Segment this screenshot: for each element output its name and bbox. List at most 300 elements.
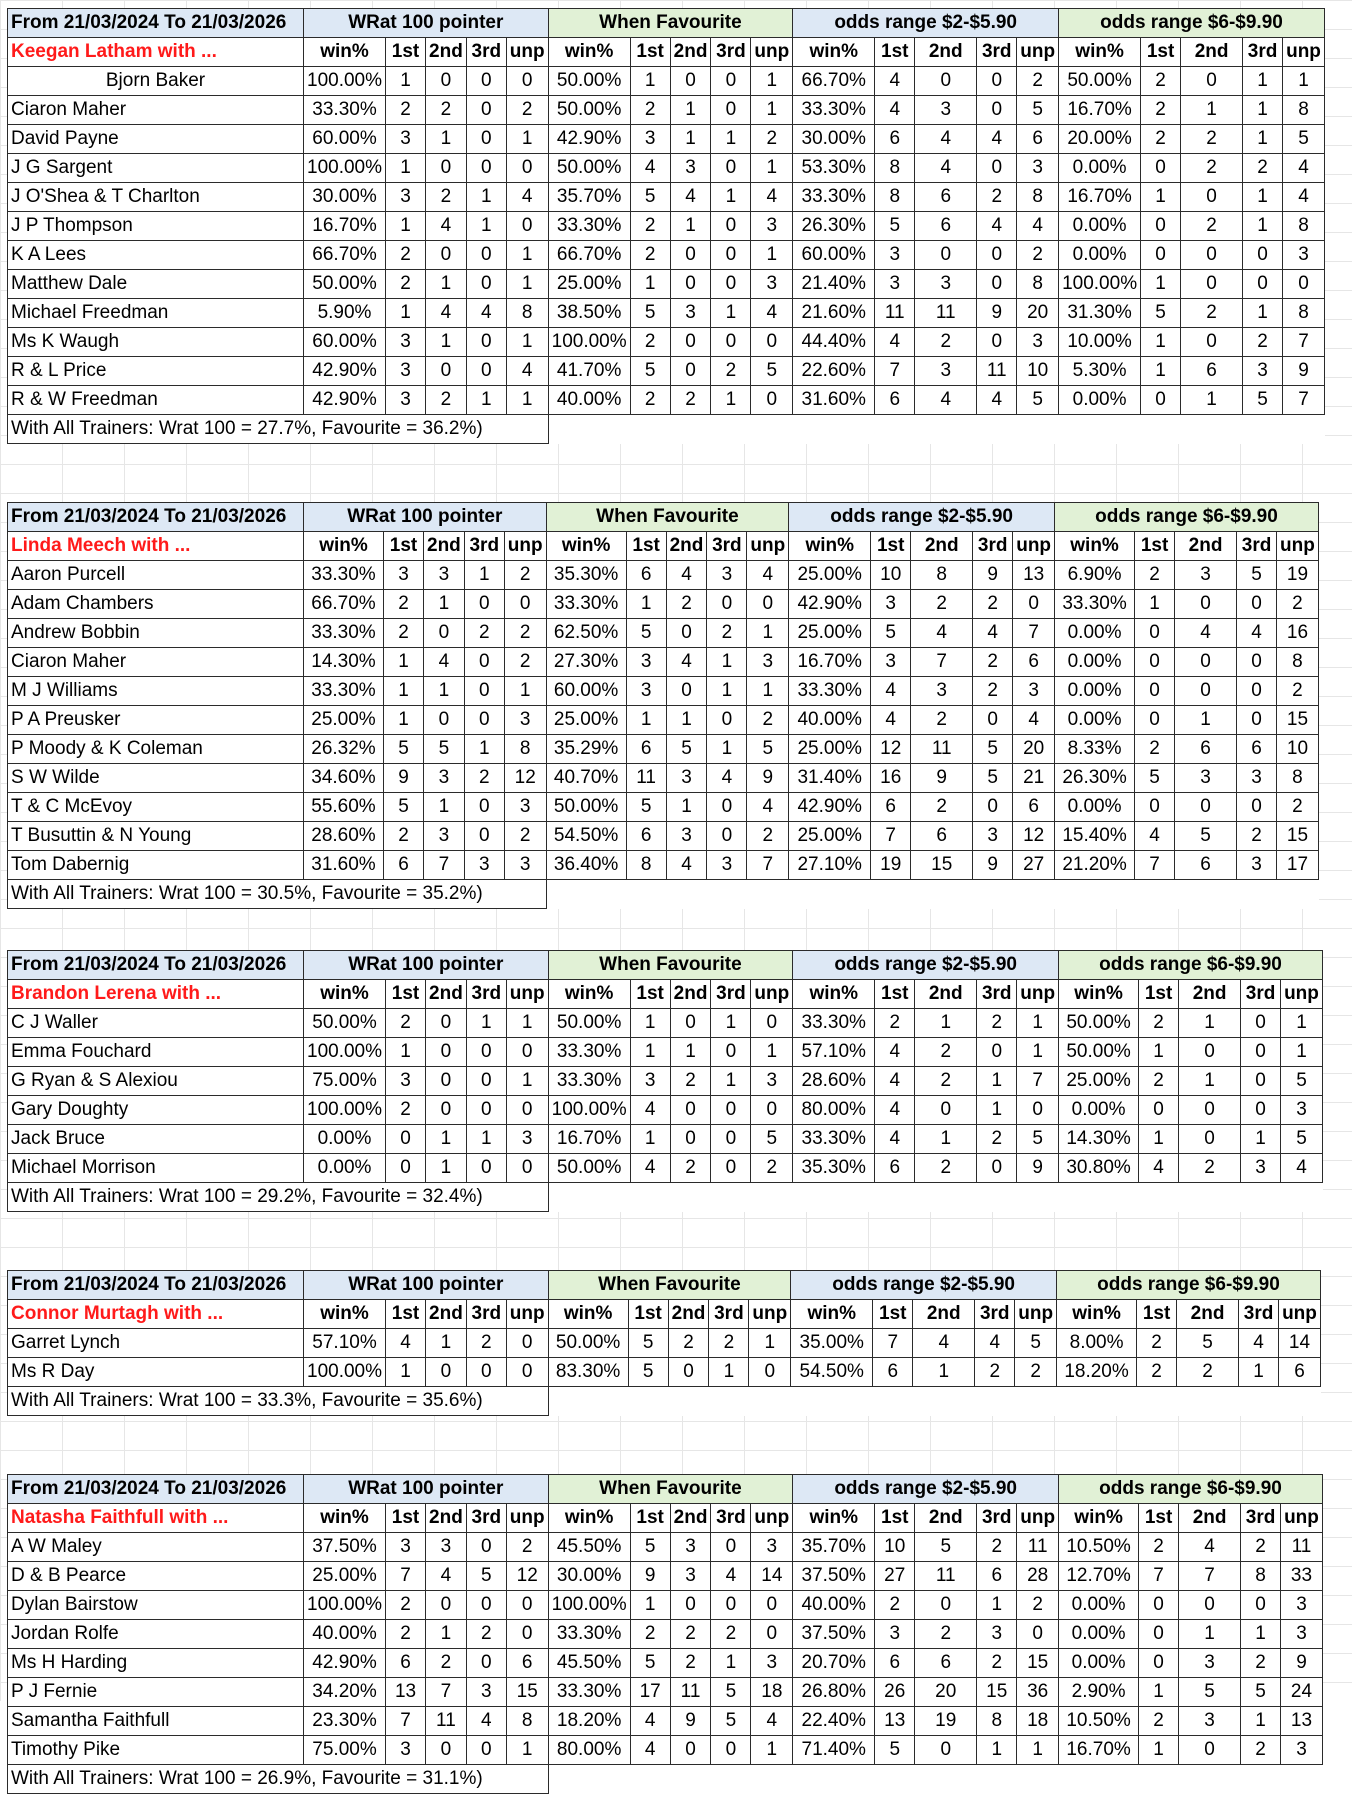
stat-cell: 5 (915, 1533, 977, 1562)
stat-cell: 35.70% (548, 183, 630, 212)
stat-cell: 3 (386, 386, 426, 415)
trainer-name: A W Maley (8, 1533, 304, 1562)
stat-cell: 5 (630, 1533, 670, 1562)
stat-cell: 0 (977, 270, 1017, 299)
column-label: unp (1017, 38, 1059, 67)
stat-cell: 2 (426, 386, 467, 415)
stat-cell: 3 (386, 1067, 426, 1096)
stat-cell: 83.30% (548, 1358, 628, 1387)
stat-cell: 0 (1243, 241, 1283, 270)
favourite-header: When Favourite (548, 1475, 793, 1504)
stat-cell: 0 (1181, 183, 1243, 212)
stat-cell: 25.00% (789, 619, 871, 648)
stat-cell: 6 (1279, 1358, 1321, 1387)
stat-cell: 33.30% (793, 1009, 875, 1038)
stat-cell: 7 (873, 1329, 913, 1358)
stat-cell: 0 (1241, 1067, 1281, 1096)
stat-cell: 100.00% (304, 154, 386, 183)
stat-cell: 8 (1277, 648, 1319, 677)
stat-cell: 1 (506, 328, 548, 357)
table-row (8, 241, 1325, 270)
jockey-section (7, 8, 1345, 444)
stat-cell: 3 (386, 125, 426, 154)
stat-cell: 33.30% (304, 619, 384, 648)
stats-table (7, 1270, 1321, 1416)
stat-cell: 2 (973, 677, 1013, 706)
stat-cell: 100.00% (1059, 270, 1141, 299)
stat-cell: 20 (1013, 735, 1055, 764)
stat-cell: 8 (1283, 299, 1325, 328)
stat-cell: 33.30% (304, 677, 384, 706)
stat-cell: 2 (506, 96, 548, 125)
stat-cell: 50.00% (548, 1329, 628, 1358)
column-label: unp (504, 532, 546, 561)
stat-cell: 3 (915, 357, 977, 386)
stat-cell: 1 (630, 67, 670, 96)
stat-cell: 10.50% (1059, 1533, 1139, 1562)
stat-cell: 3 (751, 270, 793, 299)
stat-cell: 1 (1135, 590, 1175, 619)
stat-cell: 0 (977, 1154, 1017, 1183)
stat-cell: 0 (711, 1591, 751, 1620)
trainer-name: David Payne (8, 125, 304, 154)
column-label: unp (747, 532, 789, 561)
stat-cell: 3 (1281, 1620, 1323, 1649)
stat-cell: 33.30% (304, 561, 384, 590)
stat-cell: 4 (1281, 1154, 1323, 1183)
odds-range-high-header: odds range $6-$9.90 (1055, 503, 1319, 532)
column-label: unp (1013, 532, 1055, 561)
stat-cell: 1 (1141, 328, 1181, 357)
stat-cell: 7 (911, 648, 973, 677)
stat-cell: 2 (466, 1620, 506, 1649)
stat-cell: 54.50% (546, 822, 626, 851)
stat-cell: 0 (670, 1591, 711, 1620)
stat-cell: 50.00% (548, 1009, 630, 1038)
table-row (8, 1067, 1323, 1096)
stat-cell: 4 (506, 357, 548, 386)
trainer-name: Dylan Bairstow (8, 1591, 304, 1620)
stat-cell: 5 (711, 1707, 751, 1736)
blank-area (548, 415, 1324, 444)
stat-cell: 5 (1135, 764, 1175, 793)
table-row (8, 1009, 1323, 1038)
stat-cell: 1 (386, 1358, 426, 1387)
stat-cell: 8 (1283, 96, 1325, 125)
stat-cell: 16.70% (548, 1125, 630, 1154)
stat-cell: 0 (1139, 1620, 1179, 1649)
table-row (8, 1562, 1323, 1591)
stats-table (7, 950, 1323, 1212)
stat-cell: 2 (670, 1620, 711, 1649)
stat-cell: 0 (707, 822, 747, 851)
stat-cell: 4 (751, 299, 793, 328)
stat-cell: 0 (466, 357, 506, 386)
stat-cell: 0 (751, 1591, 793, 1620)
trainer-name: Ciaron Maher (8, 648, 304, 677)
stat-cell: 11 (1281, 1533, 1323, 1562)
stat-cell: 3 (1283, 241, 1325, 270)
stat-cell: 15 (911, 851, 973, 880)
stat-cell: 3 (875, 1620, 915, 1649)
stat-cell: 40.00% (793, 1591, 875, 1620)
stat-cell: 3 (707, 561, 747, 590)
stat-cell: 0.00% (1055, 648, 1135, 677)
trainer-name: Michael Freedman (8, 299, 304, 328)
stat-cell: 3 (626, 677, 666, 706)
table-row (8, 154, 1325, 183)
table-row (8, 677, 1319, 706)
stat-cell: 1 (630, 1038, 670, 1067)
stat-cell: 0 (1237, 706, 1277, 735)
stat-cell: 0 (977, 154, 1017, 183)
header-row (8, 503, 1319, 532)
stat-cell: 5 (1175, 822, 1237, 851)
stat-cell: 1 (384, 648, 424, 677)
stat-cell: 0 (670, 241, 711, 270)
column-label: 1st (1135, 532, 1175, 561)
stat-cell: 0 (466, 125, 506, 154)
stat-cell: 3 (626, 648, 666, 677)
stat-cell: 2 (386, 96, 426, 125)
stat-cell: 8 (1283, 212, 1325, 241)
stat-cell: 19 (1277, 561, 1319, 590)
stat-cell: 4 (424, 648, 465, 677)
stat-cell: 0.00% (1055, 619, 1135, 648)
table-row (8, 1096, 1323, 1125)
stat-cell: 5 (384, 793, 424, 822)
stat-cell: 1 (506, 125, 548, 154)
stat-cell: 25.00% (789, 822, 871, 851)
stat-cell: 4 (1179, 1533, 1241, 1562)
column-label: 3rd (973, 532, 1013, 561)
stat-cell: 3 (915, 96, 977, 125)
stat-cell: 1 (426, 1154, 467, 1183)
stat-cell: 0 (1241, 1009, 1281, 1038)
stat-cell: 5 (1015, 1329, 1057, 1358)
stat-cell: 2 (426, 183, 467, 212)
stat-cell: 8 (626, 851, 666, 880)
stat-cell: 0 (707, 590, 747, 619)
stat-cell: 0 (506, 1620, 548, 1649)
column-label-row (8, 532, 1319, 561)
stat-cell: 1 (1243, 125, 1283, 154)
stat-cell: 28.60% (793, 1067, 875, 1096)
stat-cell: 50.00% (1059, 67, 1141, 96)
stat-cell: 2 (666, 590, 707, 619)
period-label: From 21/03/2024 To 21/03/2026 (8, 503, 304, 532)
stat-cell: 0 (426, 241, 467, 270)
table-row (8, 793, 1319, 822)
stat-cell: 4 (747, 793, 789, 822)
stat-cell: 6 (1013, 793, 1055, 822)
column-label: win% (1059, 980, 1139, 1009)
stat-cell: 0 (1179, 1096, 1241, 1125)
stat-cell: 4 (1283, 154, 1325, 183)
stat-cell: 0 (1237, 648, 1277, 677)
column-label-row (8, 1504, 1323, 1533)
stat-cell: 2 (1243, 154, 1283, 183)
stat-cell: 1 (630, 270, 670, 299)
stat-cell: 5 (1283, 125, 1325, 154)
stat-cell: 100.00% (304, 1038, 386, 1067)
stat-cell: 36 (1017, 1678, 1059, 1707)
stat-cell: 0 (426, 1038, 467, 1067)
stat-cell: 0 (1181, 67, 1243, 96)
stat-cell: 1 (707, 677, 747, 706)
stat-cell: 0 (506, 1591, 548, 1620)
stat-cell: 5 (630, 1649, 670, 1678)
stat-cell: 2 (975, 1358, 1015, 1387)
trainer-name: Ms R Day (8, 1358, 304, 1387)
column-label: win% (304, 1504, 386, 1533)
stat-cell: 4 (1239, 1329, 1279, 1358)
stat-cell: 22.60% (793, 357, 875, 386)
stat-cell: 1 (1243, 67, 1283, 96)
stat-cell: 6 (915, 212, 977, 241)
column-label: 2nd (426, 1300, 467, 1329)
stat-cell: 35.70% (793, 1533, 875, 1562)
stat-cell: 35.29% (546, 735, 626, 764)
summary-row (8, 1765, 1323, 1794)
section-gap (7, 909, 1345, 950)
stat-cell: 2 (1237, 822, 1277, 851)
stat-cell: 0 (977, 241, 1017, 270)
trainer-name: Samantha Faithfull (8, 1707, 304, 1736)
stat-cell: 1 (913, 1358, 975, 1387)
stat-cell: 12 (1013, 822, 1055, 851)
stat-cell: 3 (911, 677, 973, 706)
stat-cell: 4 (875, 96, 915, 125)
table-row (8, 1736, 1323, 1765)
stat-cell: 3 (670, 154, 711, 183)
wrat-header: WRat 100 pointer (304, 951, 549, 980)
stat-cell: 0.00% (1059, 1591, 1139, 1620)
trainer-name: Timothy Pike (8, 1736, 304, 1765)
stat-cell: 0 (1175, 793, 1237, 822)
stat-cell: 3 (973, 822, 1013, 851)
stat-cell: 1 (747, 677, 789, 706)
stat-cell: 1 (1139, 1038, 1179, 1067)
stat-cell: 0 (466, 1533, 506, 1562)
stat-cell: 34.60% (304, 764, 384, 793)
stat-cell: 0 (1013, 590, 1055, 619)
trainer-name: T Busuttin & N Young (8, 822, 304, 851)
jockey-section (7, 502, 1345, 909)
stat-cell: 0 (1017, 1096, 1059, 1125)
stat-cell: 50.00% (304, 1009, 386, 1038)
stat-cell: 33.30% (548, 212, 630, 241)
stat-cell: 3 (386, 183, 426, 212)
stat-cell: 1 (1017, 1038, 1059, 1067)
stat-cell: 5 (1141, 299, 1181, 328)
column-label: win% (791, 1300, 873, 1329)
stat-cell: 75.00% (304, 1067, 386, 1096)
table-row (8, 1707, 1323, 1736)
stat-cell: 9 (911, 764, 973, 793)
column-label: 1st (871, 532, 911, 561)
stat-cell: 0 (1179, 1736, 1241, 1765)
stat-cell: 3 (1017, 154, 1059, 183)
stat-cell: 50.00% (548, 96, 630, 125)
stat-cell: 3 (751, 1649, 793, 1678)
stat-cell: 0 (466, 328, 506, 357)
stat-cell: 21.60% (793, 299, 875, 328)
stat-cell: 0 (711, 1533, 751, 1562)
stat-cell: 1 (751, 67, 793, 96)
stat-cell: 5 (466, 1562, 506, 1591)
stat-cell: 0 (751, 1620, 793, 1649)
stat-cell: 1 (915, 1009, 977, 1038)
stat-cell: 1 (707, 648, 747, 677)
column-label: 2nd (426, 38, 467, 67)
stat-cell: 4 (666, 561, 707, 590)
column-label: 2nd (913, 1300, 975, 1329)
trainer-name: Bjorn Baker (8, 67, 304, 96)
stat-cell: 10 (875, 1533, 915, 1562)
stat-cell: 0 (711, 328, 751, 357)
header-row (8, 951, 1323, 980)
stat-cell: 2 (1015, 1358, 1057, 1387)
stat-cell: 66.70% (793, 67, 875, 96)
stat-cell: 0 (506, 1154, 548, 1183)
stat-cell: 71.40% (793, 1736, 875, 1765)
stat-cell: 2 (711, 357, 751, 386)
column-label: 3rd (1243, 38, 1283, 67)
stat-cell: 2 (915, 1038, 977, 1067)
column-label: 1st (630, 1504, 670, 1533)
column-label: unp (1279, 1300, 1321, 1329)
header-row (8, 9, 1325, 38)
stat-cell: 62.50% (546, 619, 626, 648)
column-label: win% (1057, 1300, 1137, 1329)
stat-cell: 0 (1241, 1096, 1281, 1125)
stat-cell: 1 (386, 212, 426, 241)
stat-cell: 1 (386, 1038, 426, 1067)
odds-range-low-header: odds range $2-$5.90 (789, 503, 1055, 532)
table-row (8, 706, 1319, 735)
stat-cell: 4 (630, 1736, 670, 1765)
stat-cell: 4 (466, 299, 506, 328)
column-label: win% (548, 1504, 630, 1533)
stat-cell: 8 (1017, 270, 1059, 299)
table-row (8, 299, 1325, 328)
stat-cell: 33.30% (1055, 590, 1135, 619)
stat-cell: 0 (973, 793, 1013, 822)
stat-cell: 1 (424, 590, 465, 619)
stat-cell: 0 (426, 1591, 467, 1620)
stat-cell: 40.70% (546, 764, 626, 793)
table-row (8, 1329, 1321, 1358)
stat-cell: 0 (466, 1736, 506, 1765)
stat-cell: 0 (915, 241, 977, 270)
stat-cell: 6 (1013, 648, 1055, 677)
stat-cell: 0 (1135, 648, 1175, 677)
stat-cell: 18.20% (548, 1707, 630, 1736)
stat-cell: 14 (751, 1562, 793, 1591)
stat-cell: 15 (506, 1678, 548, 1707)
column-label: 2nd (911, 532, 973, 561)
stat-cell: 0 (977, 1038, 1017, 1067)
stat-cell: 0 (915, 1591, 977, 1620)
stat-cell: 2 (915, 1067, 977, 1096)
stat-cell: 5.30% (1059, 357, 1141, 386)
stat-cell: 34.20% (304, 1678, 386, 1707)
stat-cell: 9 (384, 764, 424, 793)
stat-cell: 0 (1139, 1096, 1179, 1125)
column-label: 3rd (711, 38, 751, 67)
stat-cell: 7 (1179, 1562, 1241, 1591)
stat-cell: 11 (875, 299, 915, 328)
stat-cell: 4 (1175, 619, 1237, 648)
stat-cell: 0 (711, 1154, 751, 1183)
stat-cell: 11 (670, 1678, 711, 1707)
column-label: win% (793, 1504, 875, 1533)
column-label: 1st (875, 980, 915, 1009)
stat-cell: 40.00% (548, 386, 630, 415)
table-row (8, 328, 1325, 357)
stat-cell: 6 (386, 1649, 426, 1678)
stat-cell: 1 (1181, 96, 1243, 125)
trainer-name: S W Wilde (8, 764, 304, 793)
stat-cell: 3 (751, 1067, 793, 1096)
stat-cell: 0.00% (1059, 154, 1141, 183)
stat-cell: 18 (1017, 1707, 1059, 1736)
stat-cell: 4 (871, 706, 911, 735)
column-label: 1st (630, 38, 670, 67)
stat-cell: 2 (464, 619, 504, 648)
stat-cell: 1 (1139, 1125, 1179, 1154)
period-label: From 21/03/2024 To 21/03/2026 (8, 951, 304, 980)
trainer-name: Jordan Rolfe (8, 1620, 304, 1649)
trainer-name: Michael Morrison (8, 1154, 304, 1183)
stat-cell: 5 (751, 357, 793, 386)
stat-cell: 4 (666, 648, 707, 677)
stat-cell: 42.90% (548, 125, 630, 154)
column-label: 1st (384, 532, 424, 561)
table-row (8, 1154, 1323, 1183)
stat-cell: 9 (973, 851, 1013, 880)
jockey-section (7, 1270, 1345, 1416)
stat-cell: 33.30% (548, 1067, 630, 1096)
stat-cell: 6 (875, 386, 915, 415)
stat-cell: 4 (630, 1096, 670, 1125)
stat-cell: 44.40% (793, 328, 875, 357)
stat-cell: 25.00% (546, 706, 626, 735)
column-label: unp (1283, 38, 1325, 67)
stat-cell: 45.50% (548, 1649, 630, 1678)
stat-cell: 3 (1237, 851, 1277, 880)
column-label: win% (1055, 532, 1135, 561)
stat-cell: 9 (630, 1562, 670, 1591)
stat-cell: 27.10% (789, 851, 871, 880)
stat-cell: 2 (875, 1009, 915, 1038)
column-label: 1st (1139, 1504, 1179, 1533)
table-row (8, 822, 1319, 851)
stat-cell: 23.30% (304, 1707, 386, 1736)
stat-cell: 1 (747, 619, 789, 648)
stat-cell: 0 (1175, 677, 1237, 706)
stat-cell: 18 (751, 1678, 793, 1707)
stat-cell: 1 (384, 677, 424, 706)
stat-cell: 1 (666, 706, 707, 735)
stat-cell: 27.30% (546, 648, 626, 677)
stat-cell: 0 (466, 154, 506, 183)
stat-cell: 16.70% (789, 648, 871, 677)
stat-cell: 5 (1179, 1678, 1241, 1707)
stat-cell: 0 (1241, 1591, 1281, 1620)
jockey-section (7, 950, 1345, 1212)
